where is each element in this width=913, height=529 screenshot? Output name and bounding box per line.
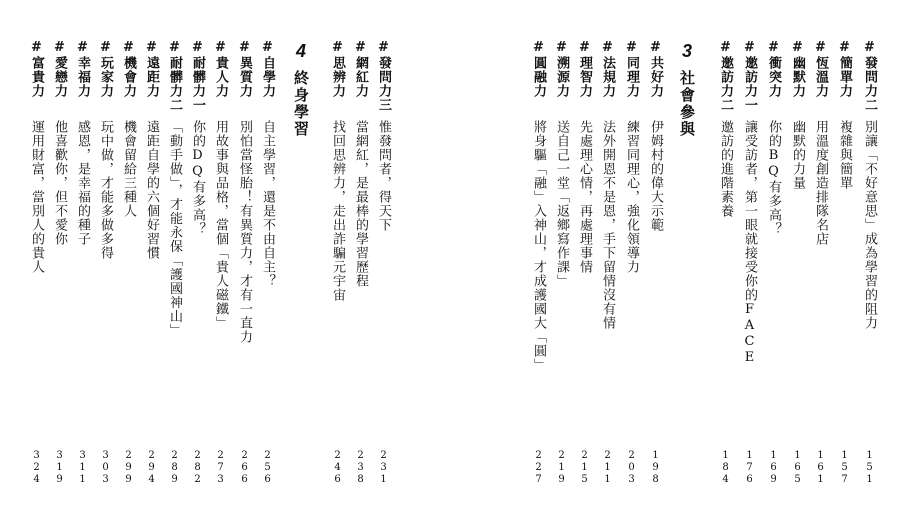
- entry-keyword: #耐髒力一: [190, 40, 205, 112]
- entry-title: 用故事與品格，當個「貴人磁鐵」: [213, 120, 228, 330]
- entry-keyword: #共好力: [648, 40, 663, 98]
- entry-page: 169: [768, 450, 779, 486]
- entry-title: 玩中做，才能多做多得: [98, 120, 113, 260]
- entry-page: 289: [169, 450, 180, 486]
- entry-keyword: #思辨力: [330, 40, 345, 98]
- entry-keyword: #圓融力: [531, 40, 546, 98]
- entry-keyword: #貴人力: [213, 40, 228, 98]
- entry-page: 246: [332, 450, 343, 486]
- entry-title: 「動手做」，才能永保「護國神山」: [167, 120, 182, 338]
- entry-title: 讓受訪者，第一眼就接受你的FACE: [742, 120, 757, 366]
- entry-title: 運用財富，當別人的貴人: [29, 120, 44, 274]
- entry-title: 別怕當怪胎！有異質力，才有一直力: [237, 120, 252, 344]
- chapter-heading: [672, 40, 702, 138]
- entry-title: 找回思辨力，走出詐騙元宇宙: [330, 120, 345, 302]
- entry-keyword: #邀訪力二: [718, 40, 733, 112]
- toc-entry: [372, 40, 396, 520]
- entry-page: 294: [146, 450, 157, 486]
- entry-page: 203: [626, 450, 637, 486]
- entry-page: 256: [262, 450, 273, 486]
- entry-page: 176: [744, 450, 755, 486]
- entry-keyword: #愛戀力: [52, 40, 67, 98]
- entry-page: 282: [192, 450, 203, 486]
- entry-title: 伊姆村的偉大示範: [648, 120, 663, 232]
- entry-keyword: #恆溫力: [813, 40, 828, 98]
- entry-page: 231: [378, 450, 389, 486]
- toc-entry: [786, 40, 810, 520]
- toc-entry: [620, 40, 644, 520]
- entry-title: 送自己一堂「返鄉寫作課」: [554, 120, 569, 288]
- chapter-number: 4: [295, 41, 306, 61]
- toc-entry: [349, 40, 373, 520]
- entry-page: 151: [864, 450, 875, 486]
- toc-entry: [71, 40, 95, 520]
- entry-title: 用溫度創造排隊名店: [813, 120, 828, 246]
- entry-keyword: #邀訪力一: [742, 40, 757, 112]
- entry-page: 198: [650, 450, 661, 486]
- toc-entry: [163, 40, 187, 520]
- entry-title: 你的BQ有多高？: [766, 120, 781, 236]
- entry-title: 自主學習，還是不由自主？: [260, 120, 275, 288]
- entry-keyword: #衝突力: [766, 40, 781, 98]
- entry-page: 227: [533, 450, 544, 486]
- entry-keyword: #富貴力: [29, 40, 44, 98]
- entry-keyword: #法規力: [600, 40, 615, 98]
- entry-page: 165: [792, 450, 803, 486]
- toc-entry: [644, 40, 668, 520]
- entry-title: 他喜歡你，但不愛你: [52, 120, 67, 246]
- entry-title: 將身驅「融」入神山，才成護國大「圓」: [531, 120, 546, 372]
- entry-title: 機會留給三種人: [121, 120, 136, 218]
- entry-title: 感恩，是幸福的種子: [75, 120, 90, 246]
- entry-page: 219: [556, 450, 567, 486]
- entry-keyword: #遠距力: [144, 40, 159, 98]
- entry-page: 319: [54, 450, 65, 486]
- entry-title: 法外開恩不是恩，手下留情沒有情: [600, 120, 615, 330]
- entry-page: 266: [239, 450, 250, 486]
- toc-entry: [833, 40, 857, 520]
- entry-keyword: #玩家力: [98, 40, 113, 98]
- entry-page: 299: [123, 450, 134, 486]
- toc-entry: [596, 40, 620, 520]
- entry-keyword: #幽默力: [790, 40, 805, 98]
- entry-title: 惟發問者，得天下: [376, 120, 391, 232]
- entry-keyword: #發問力三: [376, 40, 391, 112]
- entry-page: 238: [355, 450, 366, 486]
- entry-title: 遠距自學的六個好習慣: [144, 120, 159, 260]
- toc-entry: [186, 40, 210, 520]
- entry-keyword: #網紅力: [353, 40, 368, 98]
- toc-entry: [117, 40, 141, 520]
- entry-keyword: #耐髒力二: [167, 40, 182, 112]
- entry-keyword: #機會力: [121, 40, 136, 98]
- entry-title: 你的DQ有多高？: [190, 120, 205, 236]
- toc-entry: [256, 40, 280, 520]
- entry-title: 別讓「不好意思」成為學習的阻力: [862, 120, 877, 330]
- toc-entry: [527, 40, 551, 520]
- toc-entry: [25, 40, 49, 520]
- toc-entry: [209, 40, 233, 520]
- entry-page: 161: [815, 450, 826, 486]
- entry-page: 211: [602, 450, 613, 486]
- toc-entry: [762, 40, 786, 520]
- entry-keyword: #幸福力: [75, 40, 90, 98]
- entry-keyword: #自學力: [260, 40, 275, 98]
- toc-entry: [858, 40, 882, 520]
- chapter-title: 社會參與: [678, 70, 696, 138]
- entry-title: 先處理心情，再處理事情: [577, 120, 592, 274]
- toc-entry: [48, 40, 72, 520]
- chapter-heading: [286, 40, 316, 138]
- toc-entry: [550, 40, 574, 520]
- entry-title: 邀訪的進階素養: [718, 120, 733, 218]
- entry-keyword: #簡單力: [837, 40, 852, 98]
- entry-title: 幽默的力量: [790, 120, 805, 190]
- entry-title: 複雜與簡單: [837, 120, 852, 190]
- chapter-number: 3: [681, 41, 692, 61]
- entry-keyword: #異質力: [237, 40, 252, 98]
- entry-keyword: #溯源力: [554, 40, 569, 98]
- entry-page: 273: [215, 450, 226, 486]
- toc-entry: [326, 40, 350, 520]
- toc-entry: [738, 40, 762, 520]
- toc-entry: [809, 40, 833, 520]
- entry-page: 324: [31, 450, 42, 486]
- entry-keyword: #理智力: [577, 40, 592, 98]
- entry-title: 練習同理心，強化領導力: [624, 120, 639, 274]
- toc-entry: [140, 40, 164, 520]
- entry-page: 303: [100, 450, 111, 486]
- entry-page: 215: [579, 450, 590, 486]
- entry-page: 157: [839, 450, 850, 486]
- entry-keyword: #發問力二: [862, 40, 877, 112]
- entry-title: 當網紅，是最棒的學習歷程: [353, 120, 368, 288]
- toc-entry: [714, 40, 738, 520]
- entry-page: 311: [77, 450, 88, 486]
- entry-page: 184: [720, 450, 731, 486]
- toc-entry: [573, 40, 597, 520]
- toc-entry: [94, 40, 118, 520]
- toc-entry: [233, 40, 257, 520]
- chapter-title: 終身學習: [292, 70, 310, 138]
- entry-keyword: #同理力: [624, 40, 639, 98]
